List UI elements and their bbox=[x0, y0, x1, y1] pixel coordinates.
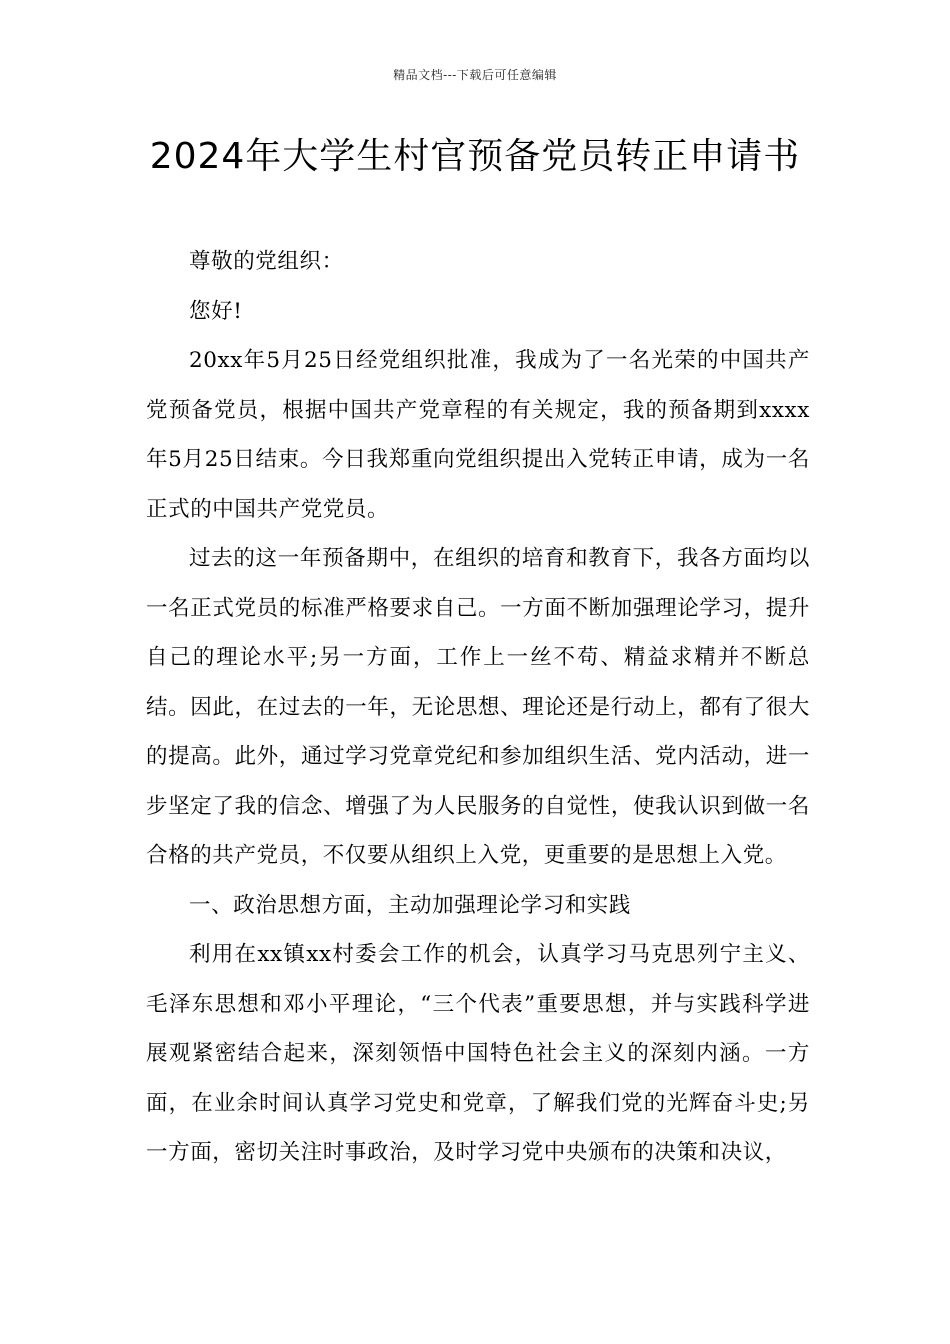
paragraph-section-1: 利用在xx镇xx村委会工作的机会，认真学习马克思列宁主义、毛泽东思想和邓小平理论，“三个代表”重要思想，并与实践科学进展观紧密结合起来，深刻领悟中国特色社会主义的深刻内涵。一方面，在业余时间认真学习党史和党章，了解我们党的光辉奋斗史;另一方面，密切关注时事政治，及时学习党中央颁布的决策和决议， bbox=[146, 942, 810, 1165]
paragraph-intro: 20xx年5月25日经党组织批准，我成为了一名光荣的中国共产党预备党员，根据中国共产党章程的有关规定，我的预备期到xxxx年5月25日结束。今日我郑重向党组织提出入党转正申请，成为一名正式的中国共产党党员。 bbox=[146, 348, 810, 522]
section-heading-1: 一、政治思想方面，主动加强理论学习和实践 bbox=[189, 892, 632, 918]
paragraph-summary: 过去的这一年预备期中，在组织的培育和教育下，我各方面均以一名正式党员的标准严格要求自己。一方面不断加强理论学习，提升自己的理论水平;另一方面，工作上一丝不苟、精益求精并不断总结。因此，在过去的一年，无论思想、理论还是行动上，都有了很大的提高。此外，通过学习党章党纪和参加组织生活、党内活动，进一步坚定了我的信念、增强了为人民服务的自觉性，使我认识到做一名合格的共产党员，不仅要从组织上入党，更重要的是思想上入党。 bbox=[146, 546, 810, 868]
greeting: 您好! bbox=[189, 298, 243, 324]
salutation: 尊敬的党组织： bbox=[189, 249, 344, 274]
document-body bbox=[146, 237, 810, 1178]
document-title: 2024年大学生村官预备党员转正申请书 bbox=[149, 136, 801, 177]
header-note: 精品文档---下载后可任意编辑 bbox=[393, 68, 557, 82]
